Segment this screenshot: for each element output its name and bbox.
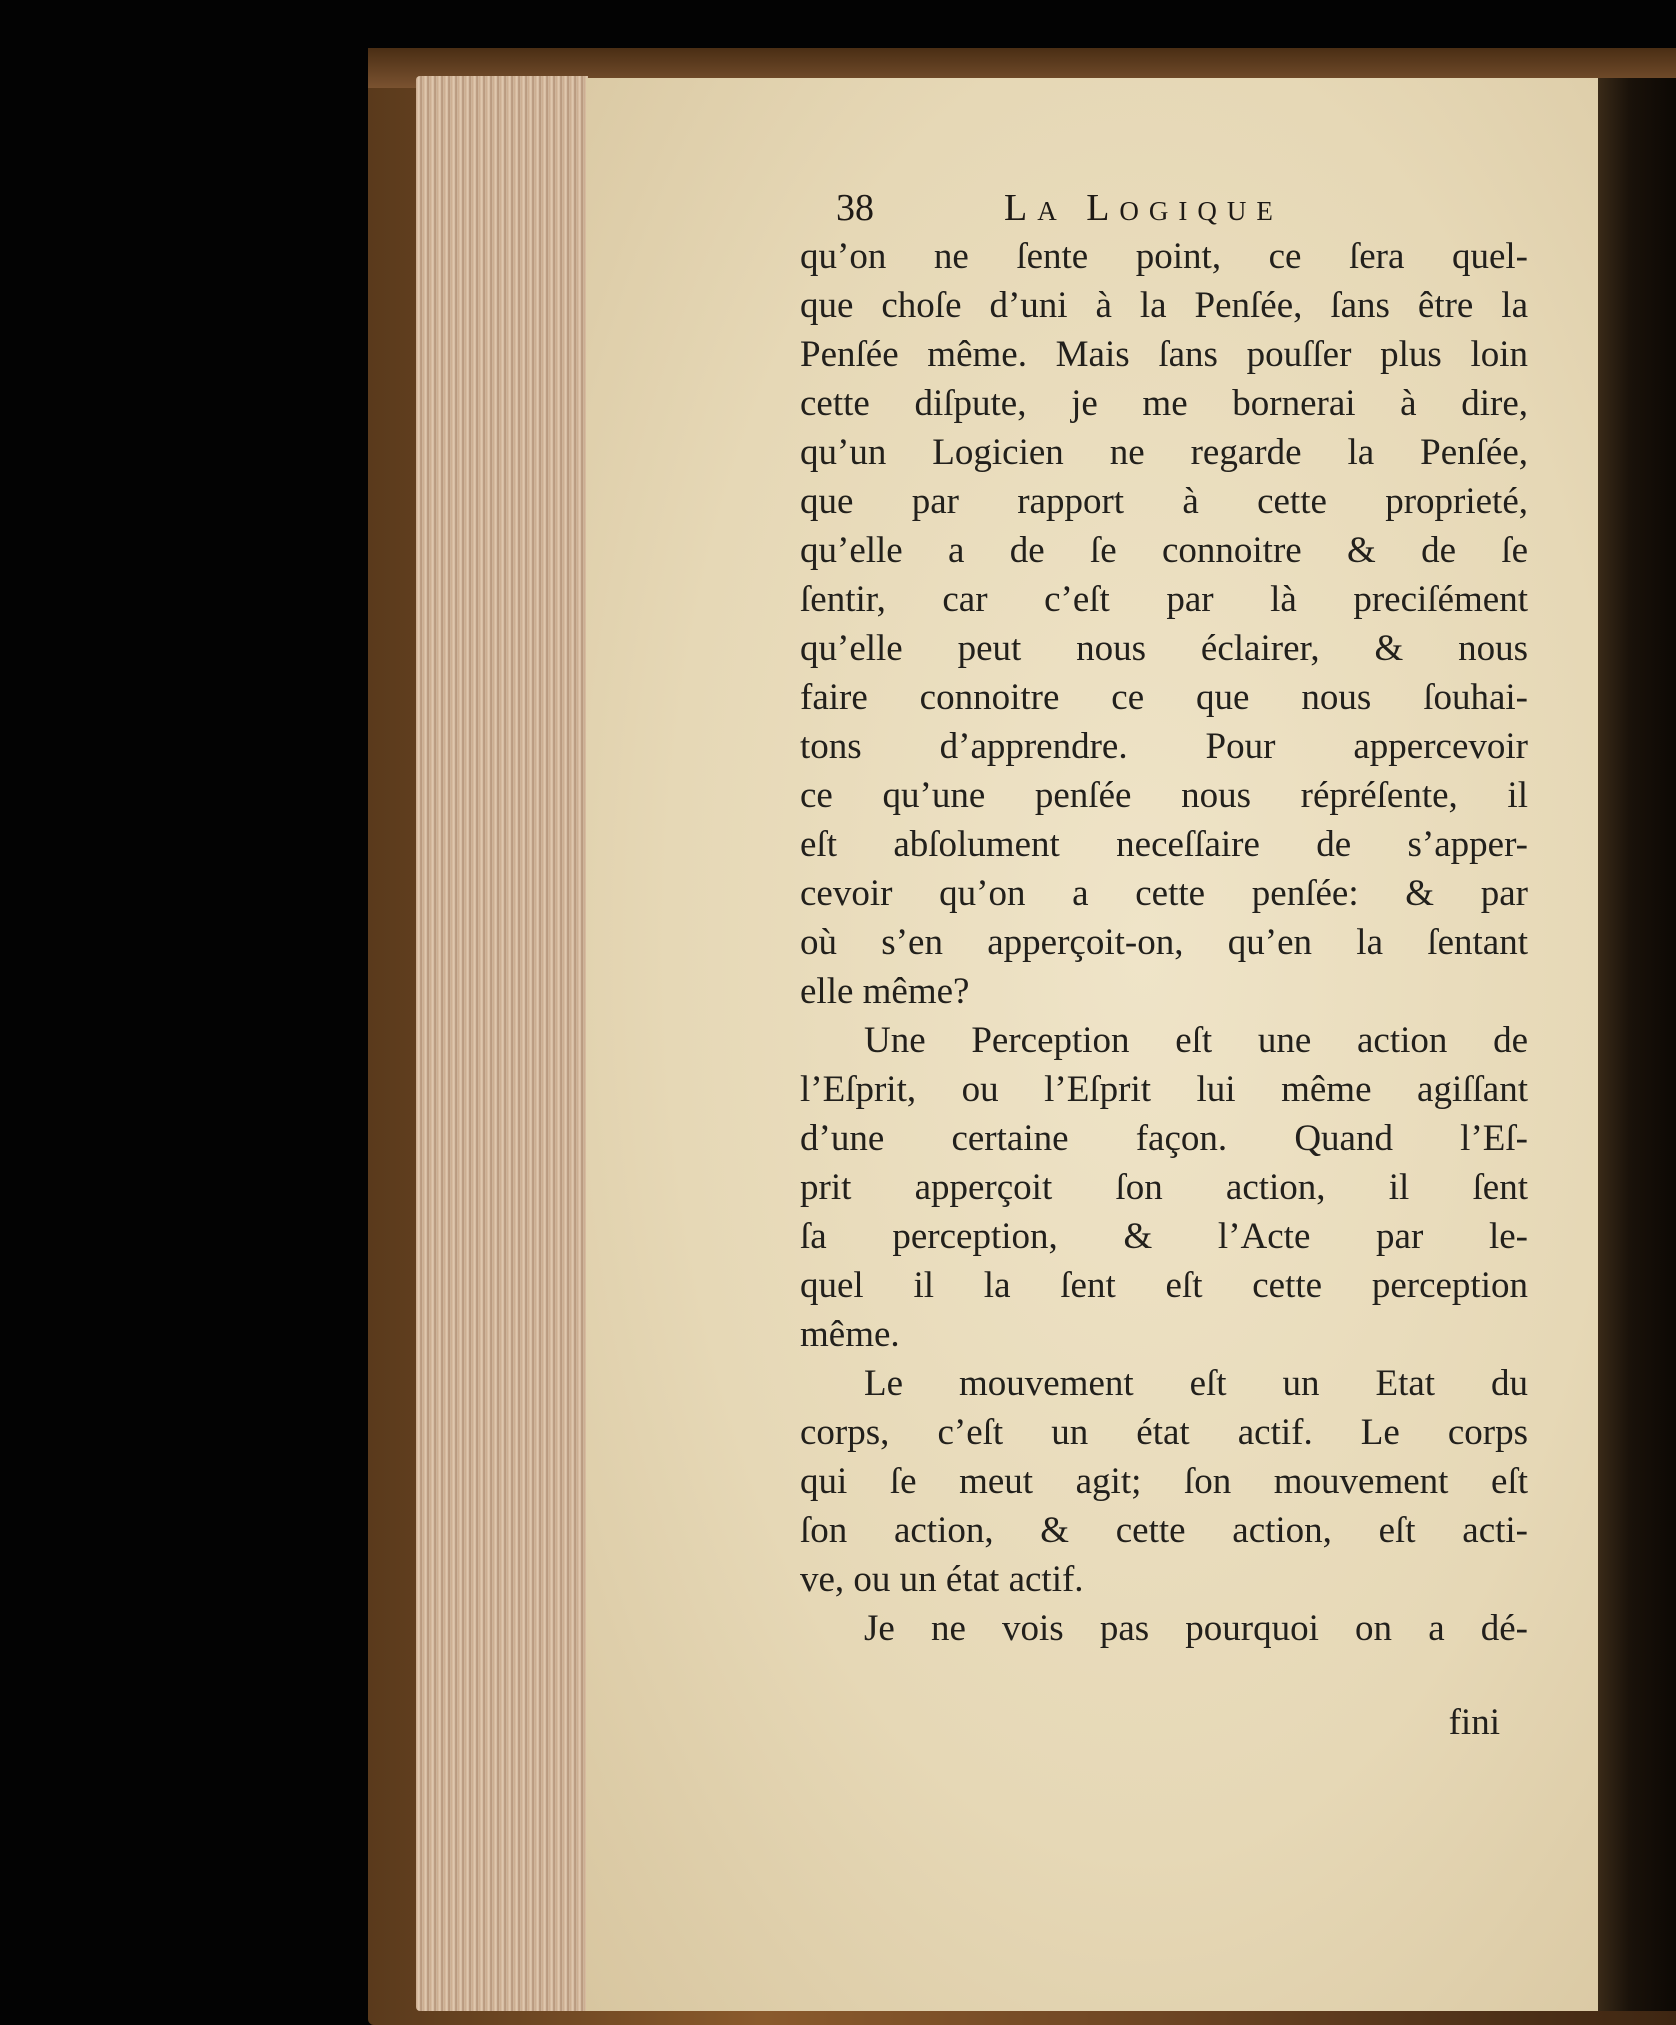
text-line: l’Eſprit, ou l’Eſprit lui même agiſſant [800,1069,1528,1110]
text-line: prit apperçoit ſon action, il ſent [800,1167,1528,1208]
text-line: ſon action, & cette action, eſt acti- [800,1510,1528,1551]
text-line: d’une certaine façon. Quand l’Eſ- [800,1118,1528,1159]
text-line: où s’en apperçoit-on, qu’en la ſentant [800,922,1528,963]
page-header [836,186,1396,236]
text-line: qu’un Logicien ne regarde la Penſée, [800,432,1528,473]
text-line: ve, ou un état actif. [800,1559,1084,1600]
text-line: même. [800,1314,900,1355]
text-line: Je ne vois pas pourquoi on a dé- [864,1608,1528,1649]
text-line: cette diſpute, je me bornerai à dire, [800,383,1528,424]
text-line: que par rapport à cette proprieté, [800,481,1528,522]
text-line: elle même? [800,971,970,1012]
text-line: qu’elle a de ſe connoitre & de ſe [800,530,1528,571]
text-line: qu’on ne ſente point, ce ſera quel- [800,236,1528,277]
text-line: Une Perception eſt une action de [864,1020,1528,1061]
running-title: La Logique [1004,187,1283,229]
text-line: faire connoitre ce que nous ſouhai- [800,677,1528,718]
text-line: ſa perception, & l’Acte par le- [800,1216,1528,1257]
text-line: que choſe d’uni à la Penſée, ſans être la [800,285,1528,326]
text-line: cevoir qu’on a cette penſée: & par [800,873,1528,914]
text-line: Le mouvement eſt un Etat du [864,1363,1528,1404]
text-line: eſt abſolument neceſſaire de s’apper- [800,824,1528,865]
page-edges [416,76,588,2011]
page-number: 38 [836,187,874,229]
page-gutter [1598,78,1676,2011]
text-line: Penſée même. Mais ſans pouſſer plus loin [800,334,1528,375]
text-line: ſentir, car c’eſt par là preciſément [800,579,1528,620]
text-line: qu’elle peut nous éclairer, & nous [800,628,1528,669]
text-line: ce qu’une penſée nous répréſente, il [800,775,1528,816]
text-line: quel il la ſent eſt cette perception [800,1265,1528,1306]
text-line: corps, c’eſt un état actif. Le corps [800,1412,1528,1453]
catchword: fini [1448,1702,1500,1743]
text-line: tons d’apprendre. Pour appercevoir [800,726,1528,767]
text-line: qui ſe meut agit; ſon mouvement eſt [800,1461,1528,1502]
body-text [800,232,1528,1653]
